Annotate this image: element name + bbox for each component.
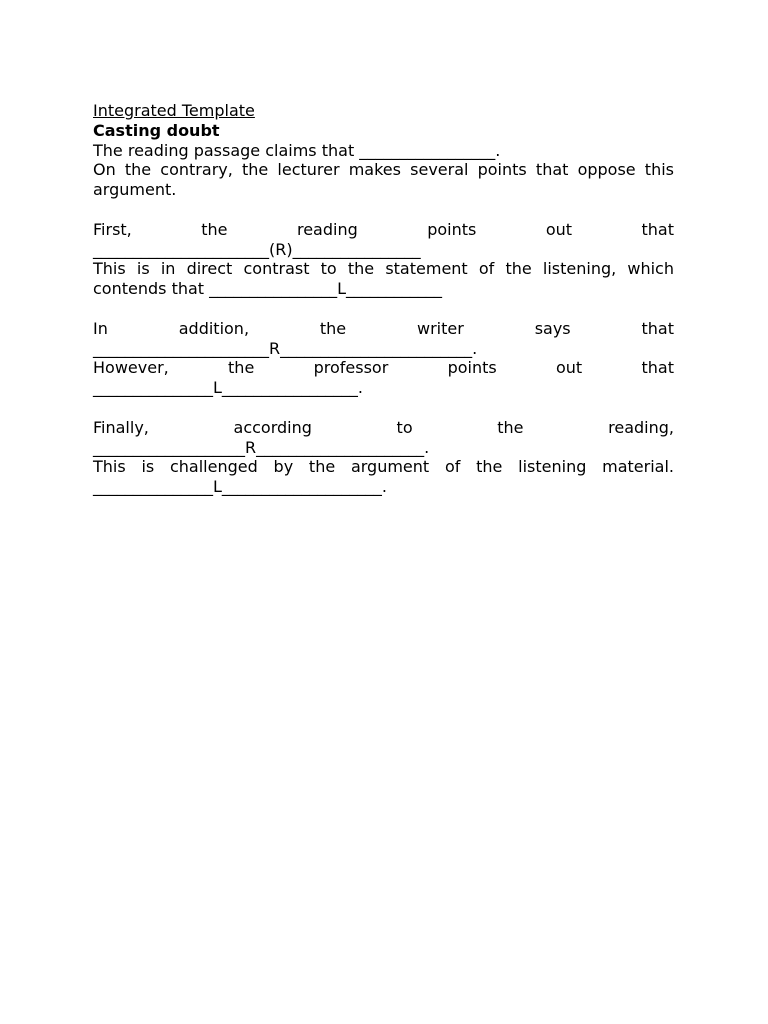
point-3-reading: Finally, according to the reading, ___________________R_____________________. <box>93 417 674 457</box>
paragraph-spacer <box>93 398 674 418</box>
point-1-listening: This is in direct contrast to the statement of the listening, which contends that ________________L____________ <box>93 259 674 299</box>
document-body <box>93 101 674 497</box>
document-title: Integrated Template <box>93 101 255 120</box>
point-2-listening: However, the professor points out that _______________L_________________. <box>93 358 674 398</box>
intro-contrary: On the contrary, the lecturer makes several points that oppose this argument. <box>93 160 674 200</box>
point-2-reading: In addition, the writer says that ______________________R________________________. <box>93 318 674 358</box>
point-3-listening: This is challenged by the argument of the listening material. _______________L____________________. <box>93 457 674 497</box>
document-subtitle: Casting doubt <box>93 120 220 140</box>
intro-claim: The reading passage claims that _________________. <box>93 140 501 160</box>
paragraph-spacer <box>93 299 674 319</box>
point-1-reading: First, the reading points out that ______________________(R)________________ <box>93 219 674 259</box>
paragraph-spacer <box>93 200 674 220</box>
